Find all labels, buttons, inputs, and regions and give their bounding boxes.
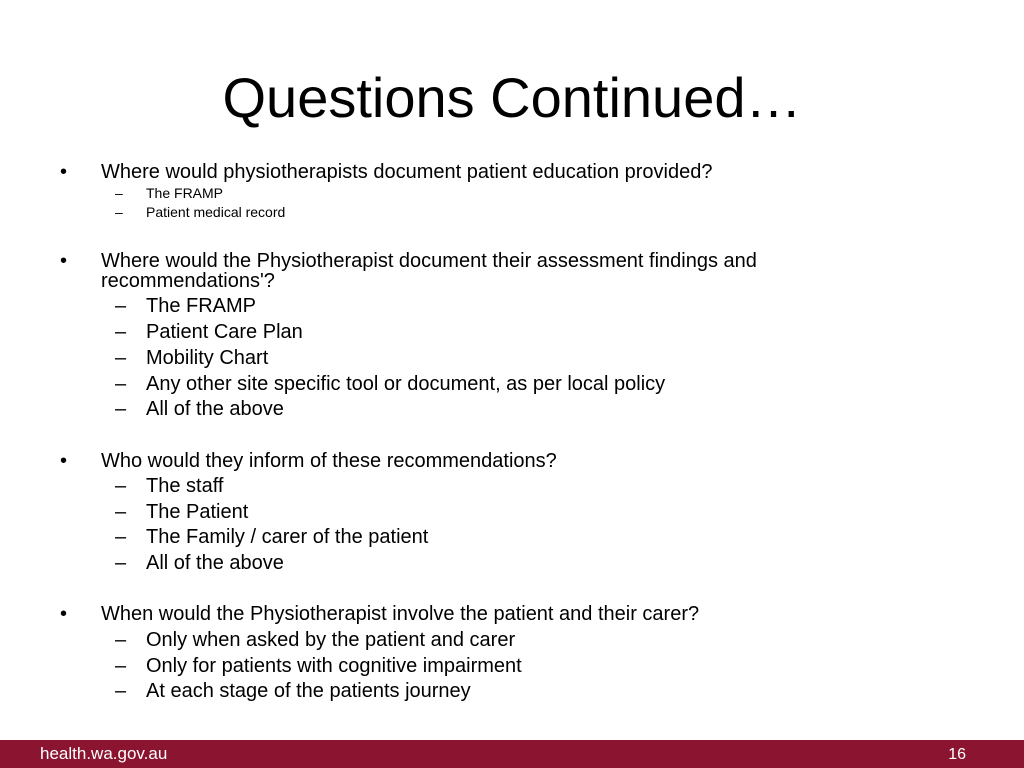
- q4-answer-2: Only for patients with cognitive impairment: [146, 655, 522, 677]
- page-number: 16: [948, 746, 966, 763]
- footer-website: health.wa.gov.au: [40, 744, 168, 763]
- dash-icon: –: [115, 347, 127, 369]
- bullet-icon: •: [60, 161, 68, 183]
- dash-icon: –: [115, 552, 127, 574]
- q1-answer-2: Patient medical record: [146, 204, 286, 220]
- question-2: Where would the Physiotherapist document their assessment findings and recommendations'?: [101, 250, 757, 292]
- q2-answer-4: Any other site specific tool or document, as per local policy: [146, 373, 666, 395]
- dash-icon: –: [115, 185, 123, 201]
- dash-icon: –: [115, 629, 127, 651]
- bullet-icon: •: [60, 450, 68, 472]
- question-3: Who would they inform of these recommendations?: [101, 450, 557, 472]
- q3-answer-1: The staff: [146, 475, 224, 497]
- q2-answer-2: Patient Care Plan: [146, 321, 303, 343]
- q3-answer-2: The Patient: [146, 501, 249, 523]
- q2-answer-3: Mobility Chart: [146, 347, 269, 369]
- q4-answer-3: At each stage of the patients journey: [146, 680, 471, 702]
- dash-icon: –: [115, 526, 127, 548]
- bullet-icon: •: [60, 250, 68, 272]
- q4-answer-1: Only when asked by the patient and carer: [146, 629, 516, 651]
- dash-icon: –: [115, 501, 127, 523]
- question-1: Where would physiotherapists document patient education provided?: [101, 161, 713, 183]
- q3-answer-3: The Family / carer of the patient: [146, 526, 429, 548]
- dash-icon: –: [115, 321, 127, 343]
- dash-icon: –: [115, 373, 127, 395]
- dash-icon: –: [115, 204, 123, 220]
- dash-icon: –: [115, 475, 127, 497]
- footer-bar: [0, 740, 1024, 768]
- dash-icon: –: [115, 655, 127, 677]
- bullet-icon: •: [60, 603, 68, 625]
- dash-icon: –: [115, 398, 127, 420]
- q2-answer-5: All of the above: [146, 398, 284, 420]
- dash-icon: –: [115, 295, 127, 317]
- q3-answer-4: All of the above: [146, 552, 284, 574]
- question-4: When would the Physiotherapist involve the patient and their carer?: [101, 603, 700, 625]
- dash-icon: –: [115, 680, 127, 702]
- q1-answer-1: The FRAMP: [146, 185, 224, 201]
- slide-title: Questions Continued…: [222, 66, 802, 129]
- q2-answer-1: The FRAMP: [146, 295, 257, 317]
